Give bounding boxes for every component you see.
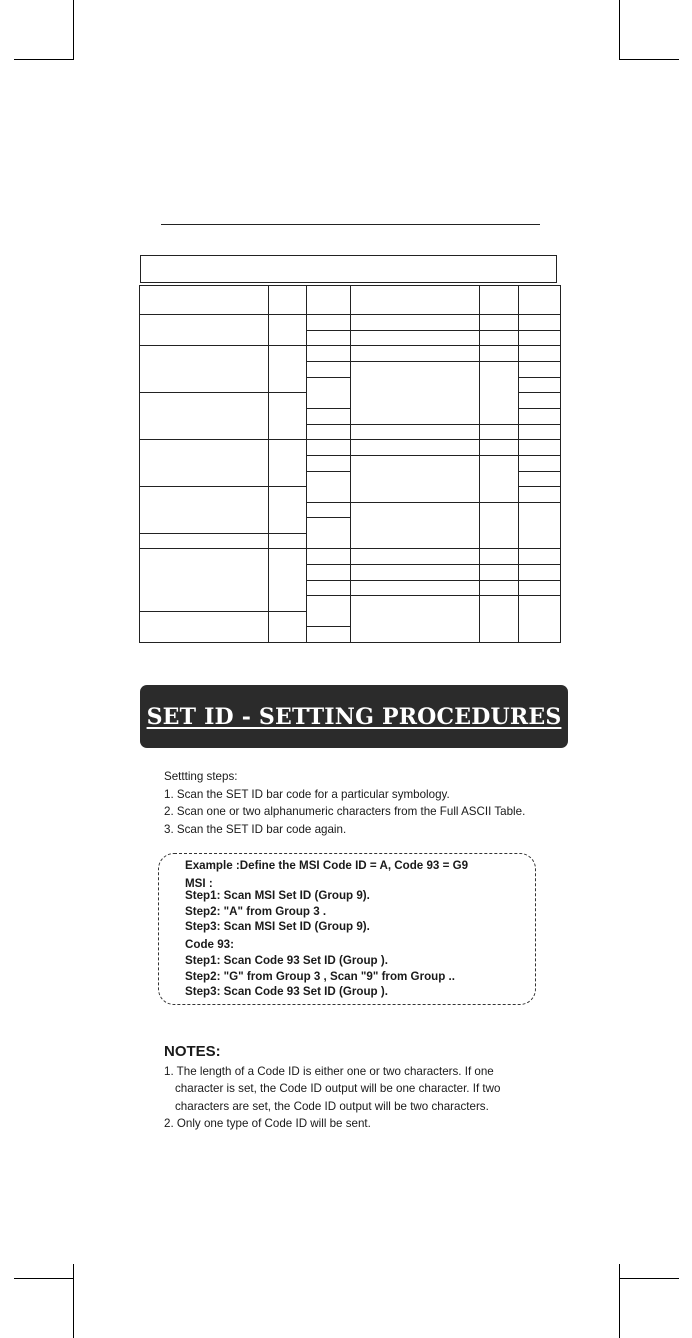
step-item: 3. Scan the SET ID bar code again. (164, 822, 347, 836)
crop-mark (14, 1278, 74, 1279)
step-item: 1. Scan the SET ID bar code for a particular symbology. (164, 787, 450, 801)
example-title: Example :Define the MSI Code ID = A, Code 93 = G9 (185, 859, 469, 872)
crop-mark (619, 1264, 620, 1338)
note-line: 1. The length of a Code ID is either one or two characters. If one (164, 1064, 494, 1078)
note-line: characters are set, the Code ID output will be two characters. (175, 1099, 489, 1113)
crop-mark (73, 0, 74, 60)
msi-heading: MSI : (185, 877, 213, 890)
code-id-table (139, 285, 561, 643)
code93-step: Step1: Scan Code 93 Set ID (Group ). (185, 954, 388, 967)
crop-mark (73, 1264, 74, 1338)
step-item: 2. Scan one or two alphanumeric characters from the Full ASCII Table. (164, 805, 526, 818)
msi-step: Step3: Scan MSI Set ID (Group 9). (185, 920, 370, 933)
notes (164, 1043, 500, 1133)
title-rule (161, 224, 540, 225)
code93-step: Step2: "G" from Group 3 , Scan "9" from Group .. (185, 970, 455, 983)
note-line: 2. Only one type of Code ID will be sent. (164, 1117, 371, 1130)
crop-mark (14, 59, 74, 60)
banner-title: SET ID - SETTING PROCEDURES (146, 703, 562, 730)
section-banner (140, 685, 568, 748)
msi-step: Step1: Scan MSI Set ID (Group 9). (185, 889, 370, 902)
table-caption-box (140, 255, 557, 283)
msi-step: Step2: "A" from Group 3 . (185, 905, 327, 918)
note-line: character is set, the Code ID output will be one character. If two (175, 1082, 501, 1095)
steps-heading: Settting steps: (164, 770, 238, 783)
code93-step: Step3: Scan Code 93 Set ID (Group ). (185, 985, 388, 998)
crop-mark (619, 1278, 679, 1279)
setting-steps (164, 768, 525, 838)
crop-mark (619, 0, 620, 60)
notes-title: NOTES: (164, 1043, 221, 1060)
code93-heading: Code 93: (185, 938, 234, 951)
example-box (158, 853, 536, 1005)
crop-mark (619, 59, 679, 60)
